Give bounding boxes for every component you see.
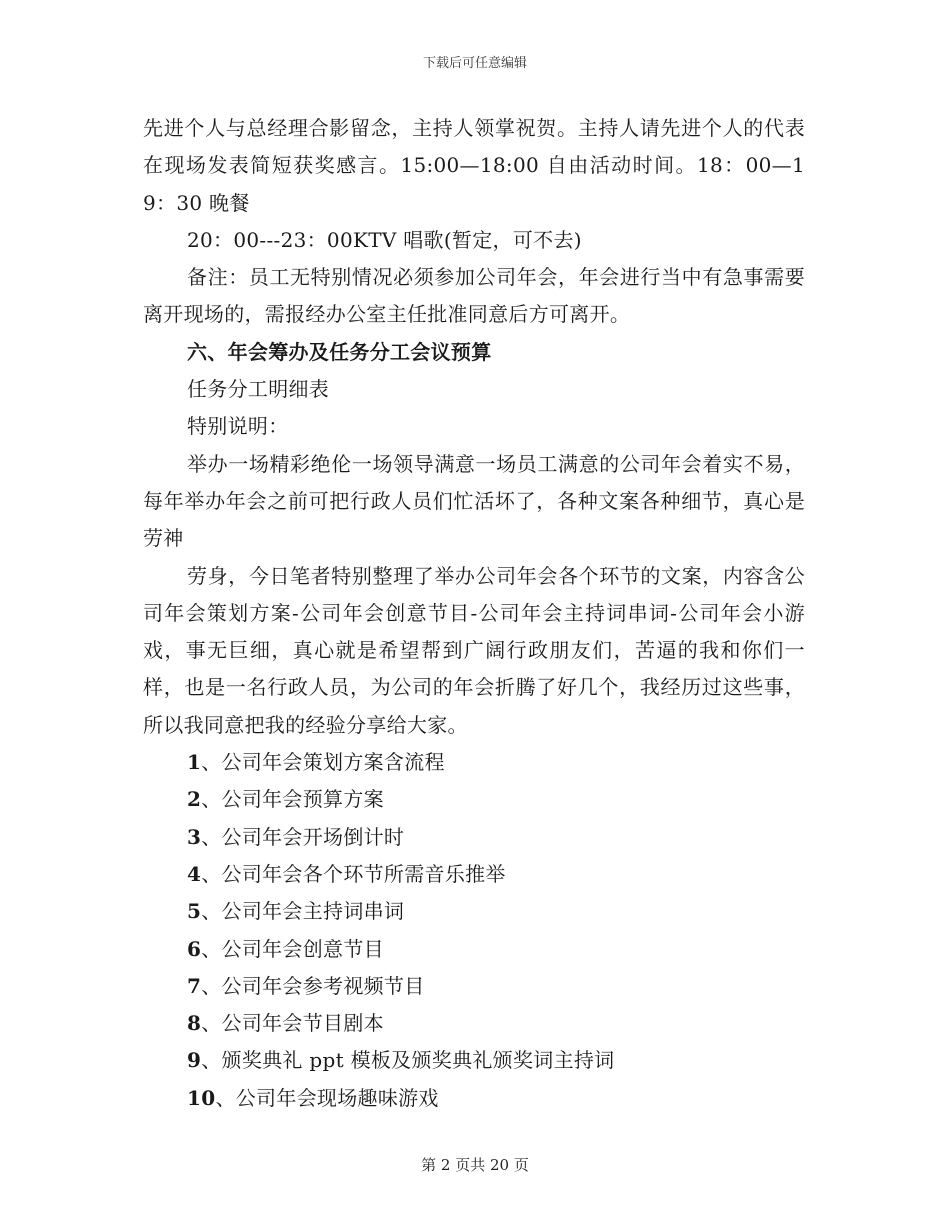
list-text: 、公司年会策划方案含流程 (201, 750, 445, 775)
list-number: 8 (187, 1011, 202, 1036)
list-number: 2 (187, 787, 202, 812)
list-item (143, 856, 805, 893)
paragraph-task-table: 任务分工明细表 (187, 377, 330, 402)
paragraph-ktv: 20：00---23：00KTV 唱歌(暂定，可不去) (187, 227, 582, 252)
paragraph-details: 劳身，今日笔者特别整理了举办公司年会各个环节的文案，内容含公司年会策划方案-公司年会创意节目-公司年会主持词串词-公司年会小游戏，事无巨细，真心就是希望帮到广阔行政朋友们，苦逼的我和你们一样，也是一名行政人员，为公司的年会折腾了好几个，我经历过这些事，所以我同意把我的经验分享给大家。 (143, 563, 805, 737)
list-text: 、公司年会参考视频节目 (201, 973, 425, 998)
doc-list (143, 744, 805, 1117)
list-number: 5 (187, 899, 202, 924)
paragraph-schedule: 先进个人与总经理合影留念，主持人领掌祝贺。主持人请先进个人的代表在现场发表简短获奖感言。15:00—18:00 自由活动时间。18：00—19：30 晚餐 (143, 116, 805, 215)
list-text: 、公司年会节目剧本 (201, 1011, 384, 1036)
list-item (143, 819, 805, 856)
paragraph-note: 备注：员工无特别情况必须参加公司年会，年会进行当中有急事需要离开现场的，需报经办公室主任批准同意后方可离开。 (143, 265, 805, 327)
list-number: 6 (187, 936, 202, 961)
paragraph-intro: 举办一场精彩绝伦一场领导满意一场员工满意的公司年会着实不易，每年举办年会之前可把行政人员们忙活坏了，各种文案各种细节，真心是劳神 (143, 451, 805, 551)
list-text: 、公司年会主持词串词 (201, 899, 405, 924)
list-number: 1 (187, 750, 202, 775)
list-item (143, 1080, 805, 1117)
list-item (143, 931, 805, 968)
list-item (143, 968, 805, 1005)
list-text: 、公司年会创意节目 (201, 936, 384, 961)
list-item (143, 1042, 805, 1079)
list-item (143, 1005, 805, 1042)
list-text: 、公司年会各个环节所需音乐推举 (201, 861, 506, 886)
list-number: 7 (187, 973, 202, 998)
list-number: 10 (187, 1085, 216, 1110)
list-text: 、公司年会现场趣味游戏 (215, 1085, 439, 1110)
list-number: 4 (187, 861, 202, 886)
document-body (143, 110, 805, 1117)
list-text: 、颁奖典礼 ppt 模板及颁奖典礼颁奖词主持词 (201, 1048, 615, 1073)
page-header: 下载后可任意编辑 (422, 56, 527, 71)
page-footer: 第 2 页共 20 页 (421, 1156, 529, 1174)
list-item (143, 744, 805, 781)
paragraph-special-note: 特别说明： (187, 414, 289, 439)
list-text: 、公司年会预算方案 (201, 787, 384, 812)
list-text: 、公司年会开场倒计时 (201, 824, 405, 849)
list-number: 3 (187, 824, 202, 849)
list-number: 9 (187, 1048, 202, 1073)
list-item (143, 781, 805, 818)
list-item (143, 893, 805, 930)
section-heading: 六、年会筹办及任务分工会议预算 (187, 339, 492, 364)
